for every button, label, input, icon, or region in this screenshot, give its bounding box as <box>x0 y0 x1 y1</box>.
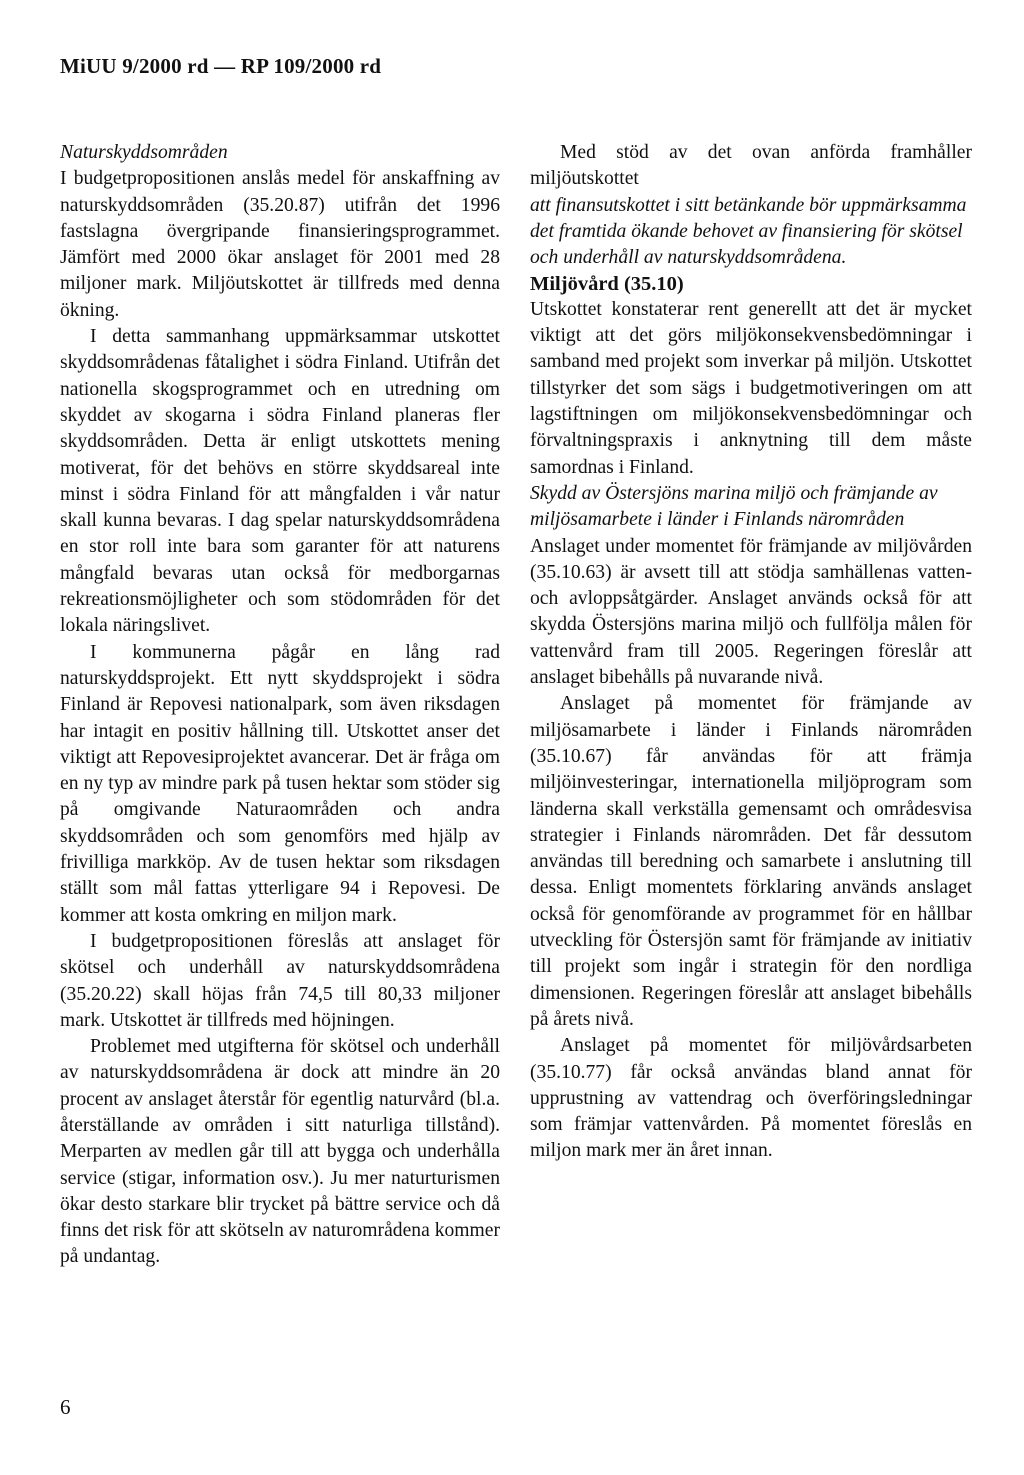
left-column <box>60 140 500 1271</box>
committee-statement-quote: att finansutskottet i sitt betänkande bör uppmärksamma det framtida ökande behovet av finansiering för skötsel och underhåll av naturskyddsområdena. <box>530 194 967 268</box>
paragraph: Problemet med utgifterna för skötsel och underhåll av naturskyddsområdena är dock att mindre än 20 procent av anslaget återstår för egentlig naturvård (bl.a. återställande av områden i sitt naturliga tillstånd). Merparten av medlen går till att bygga och underhålla service (stigar, information osv.). Ju mer naturturismen ökar desto starkare blir trycket på bättre service och då finns det risk för att skötseln av naturområdena kommer på undantag. <box>60 1036 500 1268</box>
paragraph-intro: Med stöd av det ovan anförda framhåller miljöutskottet <box>530 142 972 190</box>
paragraph: Anslaget på momentet för främjande av miljösamarbete i länder i Finlands närområden (35.10.67) får användas för att främja miljöinvesteringar, internationella miljöprogram som länderna skall verkställa gemensamt och områdesvisa strategier i Finlands närområden. Det får dessutom användas till beredning och samarbete i anslutning till dessa. Enligt momentets förklaring används anslaget också för genomförande av programmet för en hållbar utveckling för Östersjön samt för främjande av initiativ till projekt som ingår i strategin för den nordliga dimensionen. Regeringen föreslår att anslaget bibehålls på årets nivå. <box>530 693 972 1030</box>
paragraph: Utskottet konstaterar rent generellt att det är mycket viktigt att det görs miljökonsekvensbedömningar i samband med projekt som inverkar på miljön. Utskottet tillstyrker det som sägs i budgetmotiveringen om att lagstiftningen om miljökonsekvensbedömningar och förvaltningspraxis i anknytning till dem måste samordnas i Finland. <box>530 298 972 478</box>
document-header: MiUU 9/2000 rd — RP 109/2000 rd <box>60 54 382 78</box>
section-heading-miljovard: Miljövård (35.10) <box>530 272 684 295</box>
subsection-heading-ostersjon: Skydd av Östersjöns marina miljö och främjande av miljösamarbete i länder i Finlands närområden <box>530 482 938 531</box>
paragraph: Anslaget på momentet för miljövårdsarbeten (35.10.77) får också användas bland annat för upprustning av vattendrag och överföringsledningar som främjar vattenvården. På momentet föreslås en miljon mark mer än året innan. <box>530 1035 972 1162</box>
paragraph: I kommunerna pågår en lång rad naturskyddsprojekt. Ett nytt skyddsprojekt i södra Finland är Repovesi nationalpark, som även riksdagen har intagit en positiv hållning till. Utskottet anser det viktigt att Repovesiprojektet avancerar. Det är fråga om en ny typ av mindre park på tusen hektar som stöder sig på omgivande Naturaområden och andra skyddsområden och som genomförs med hjälp av frivilliga markköp. Av de tusen hektar som riksdagen ställt som mål fattas ytterligare 94 i Repovesi. De kommer att kosta omkring en miljon mark. <box>60 641 500 926</box>
paragraph: I budgetpropositionen anslås medel för anskaffning av naturskyddsområden (35.20.87) utifrån det 1996 fastslagna övergripande finansieringsprogrammet. Jämfört med 2000 ökar anslaget för 2001 med 28 miljoner mark. Miljöutskottet är tillfreds med denna ökning. <box>60 168 500 321</box>
right-column <box>530 140 972 1165</box>
section-heading-naturskyddsomraden: Naturskyddsområden <box>60 142 228 163</box>
paragraph: I budgetpropositionen föreslås att anslaget för skötsel och underhåll av naturskyddsområdena (35.20.22) skall höjas från 74,5 till 80,33 miljoner mark. Utskottet är tillfreds med höjningen. <box>60 930 500 1031</box>
page-number: 6 <box>60 1395 71 1419</box>
paragraph: I detta sammanhang uppmärksammar utskottet skyddsområdenas fåtalighet i södra Finland. Utifrån det nationella skogsprogrammet och en utredning om skyddet av skogarna i södra Finland planeras fler skyddsområden. Detta är enligt utskottets mening motiverat, för det behövs en större skyddsareal inte minst i södra Finland för att mångfalden i vår natur skall kunna bevaras. I dag spelar naturskyddsområdena en stor roll inte bara som garanter för att naturens mångfald bevaras utan också för medborgarnas rekreationsmöjligheter och som stödområden för det lokala näringslivet. <box>60 326 500 637</box>
paragraph: Anslaget under momentet för främjande av miljövården (35.10.63) är avsett till att stödja samhällenas vatten- och avloppsåtgärder. Anslaget används också för att skydda Östersjöns marina miljö och fullfölja målen för vattenvård fram till 2005. Regeringen föreslår att anslaget bibehålls på nuvarande nivå. <box>530 535 972 689</box>
